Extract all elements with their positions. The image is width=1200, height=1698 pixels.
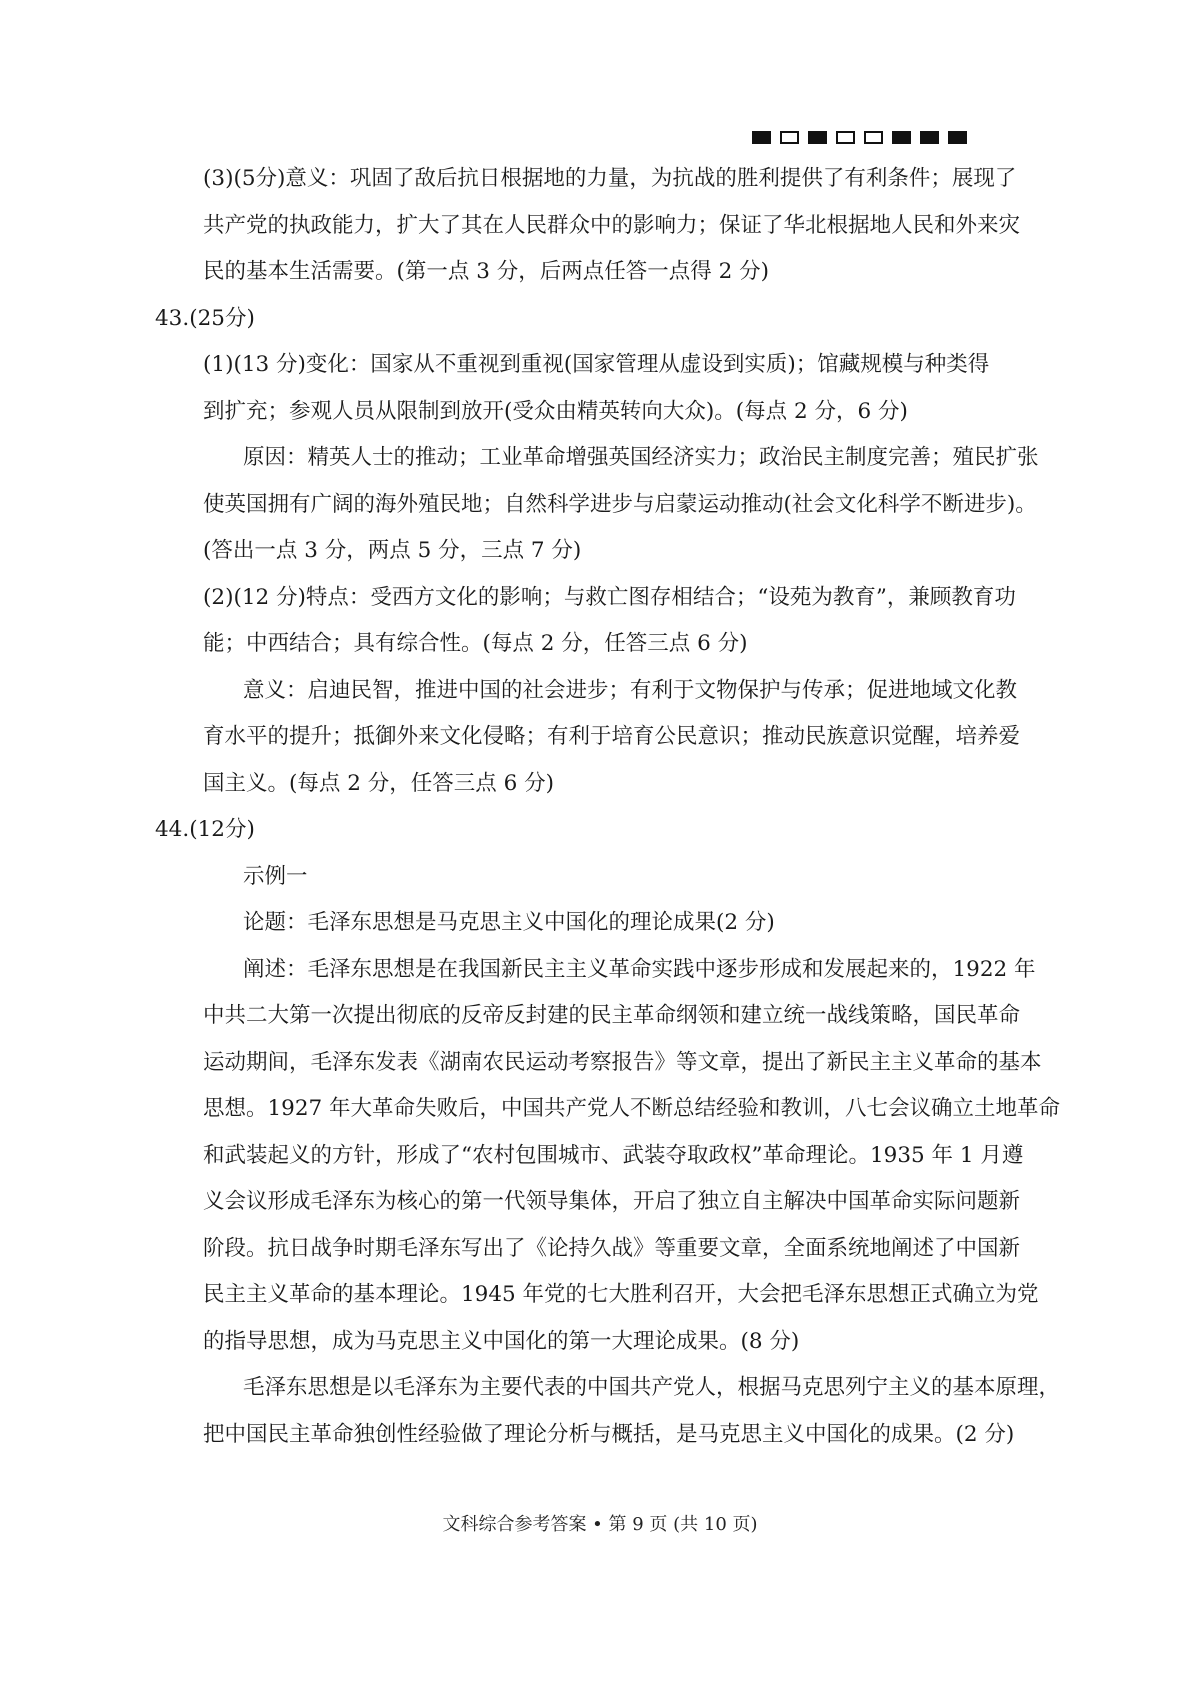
text-line: 育水平的提升；抵御外来文化侵略；有利于培育公民意识；推动民族意识觉醒，培养爱 (203, 724, 1021, 749)
text-line: 思想。1927 年大革命失败后，中国共产党人不断总结经验和教训，八七会议确立土地革命 (203, 1096, 1061, 1121)
text-line: 国主义。(每点 2 分，任答三点 6 分) (203, 770, 554, 796)
text-line: 毛泽东思想是以毛泽东为主要代表的中国共产党人，根据马克思列宁主义的基本原理， (243, 1375, 1061, 1400)
text-line: 论题：毛泽东思想是马克思主义中国化的理论成果(2 分) (243, 910, 775, 935)
text-line: (2)(12 分)特点：受西方文化的影响；与救亡图存相结合；“设苑为教育”，兼顾教育功 (203, 584, 1016, 610)
text-line: 运动期间，毛泽东发表《湖南农民运动考察报告》等文章，提出了新民主主义革命的基本 (203, 1049, 1042, 1075)
page-footer: 文科综合参考答案 • 第 9 页 (共 10 页) (442, 1514, 758, 1535)
header-marker-empty (864, 131, 883, 144)
text-line: 意义：启迪民智，推进中国的社会进步；有利于文物保护与传承；促进地域文化教 (243, 677, 1018, 703)
answer-content (155, 156, 1061, 1458)
header-marker-filled (892, 131, 911, 144)
text-line: 能；中西结合；具有综合性。(每点 2 分，任答三点 6 分) (203, 631, 748, 656)
text-line: 阐述：毛泽东思想是在我国新民主主义革命实践中逐步形成和发展起来的，1922 年 (243, 956, 1036, 982)
header-marker-filled (808, 131, 827, 144)
text-line: 原因：精英人士的推动；工业革命增强英国经济实力；政治民主制度完善；殖民扩张 (243, 445, 1039, 470)
text-line: (答出一点 3 分，两点 5 分，三点 7 分) (203, 538, 582, 563)
header-marker-filled (752, 131, 771, 144)
text-line: 把中国民主革命独创性经验做了理论分析与概括，是马克思主义中国化的成果。(2 分) (203, 1421, 1015, 1447)
text-line: 共产党的执政能力，扩大了其在人民群众中的影响力；保证了华北根据地人民和外来灾 (203, 212, 1021, 238)
header-marker-empty (836, 131, 855, 144)
text-line: 使英国拥有广阔的海外殖民地；自然科学进步与启蒙运动推动(社会文化科学不断进步)。 (203, 491, 1037, 517)
header-marker-filled (920, 131, 939, 144)
text-line: 中共二大第一次提出彻底的反帝反封建的民主革命纲领和建立统一战线策略，国民革命 (203, 1003, 1021, 1028)
text-line: 民主主义革命的基本理论。1945 年党的七大胜利召开，大会把毛泽东思想正式确立为党 (203, 1282, 1039, 1307)
text-line: 和武装起义的方针，形成了“农村包围城市、武装夺取政权”革命理论。1935 年 1 月遵 (203, 1142, 1024, 1168)
header-marker-empty (780, 131, 799, 144)
text-line: 到扩充；参观人员从限制到放开(受众由精英转向大众)。(每点 2 分，6 分) (203, 398, 908, 424)
text-line: 43.(25分) (155, 305, 255, 331)
header-marker-row (752, 131, 967, 144)
header-marker-filled (948, 131, 967, 144)
text-line: 民的基本生活需要。(第一点 3 分，后两点任答一点得 2 分) (203, 259, 769, 284)
text-line: 示例一 (243, 863, 308, 889)
text-line: 阶段。抗日战争时期毛泽东写出了《论持久战》等重要文章，全面系统地阐述了中国新 (203, 1235, 1021, 1261)
text-line: 44.(12分) (155, 817, 255, 842)
text-line: (3)(5分)意义：巩固了敌后抗日根据地的力量，为抗战的胜利提供了有利条件；展现了 (203, 166, 1017, 191)
text-line: 义会议形成毛泽东为核心的第一代领导集体，开启了独立自主解决中国革命实际问题新 (203, 1189, 1021, 1214)
text-line: 的指导思想，成为马克思主义中国化的第一大理论成果。(8 分) (203, 1328, 800, 1354)
text-line: (1)(13 分)变化：国家从不重视到重视(国家管理从虚设到实质)；馆藏规模与种类得 (203, 352, 990, 377)
